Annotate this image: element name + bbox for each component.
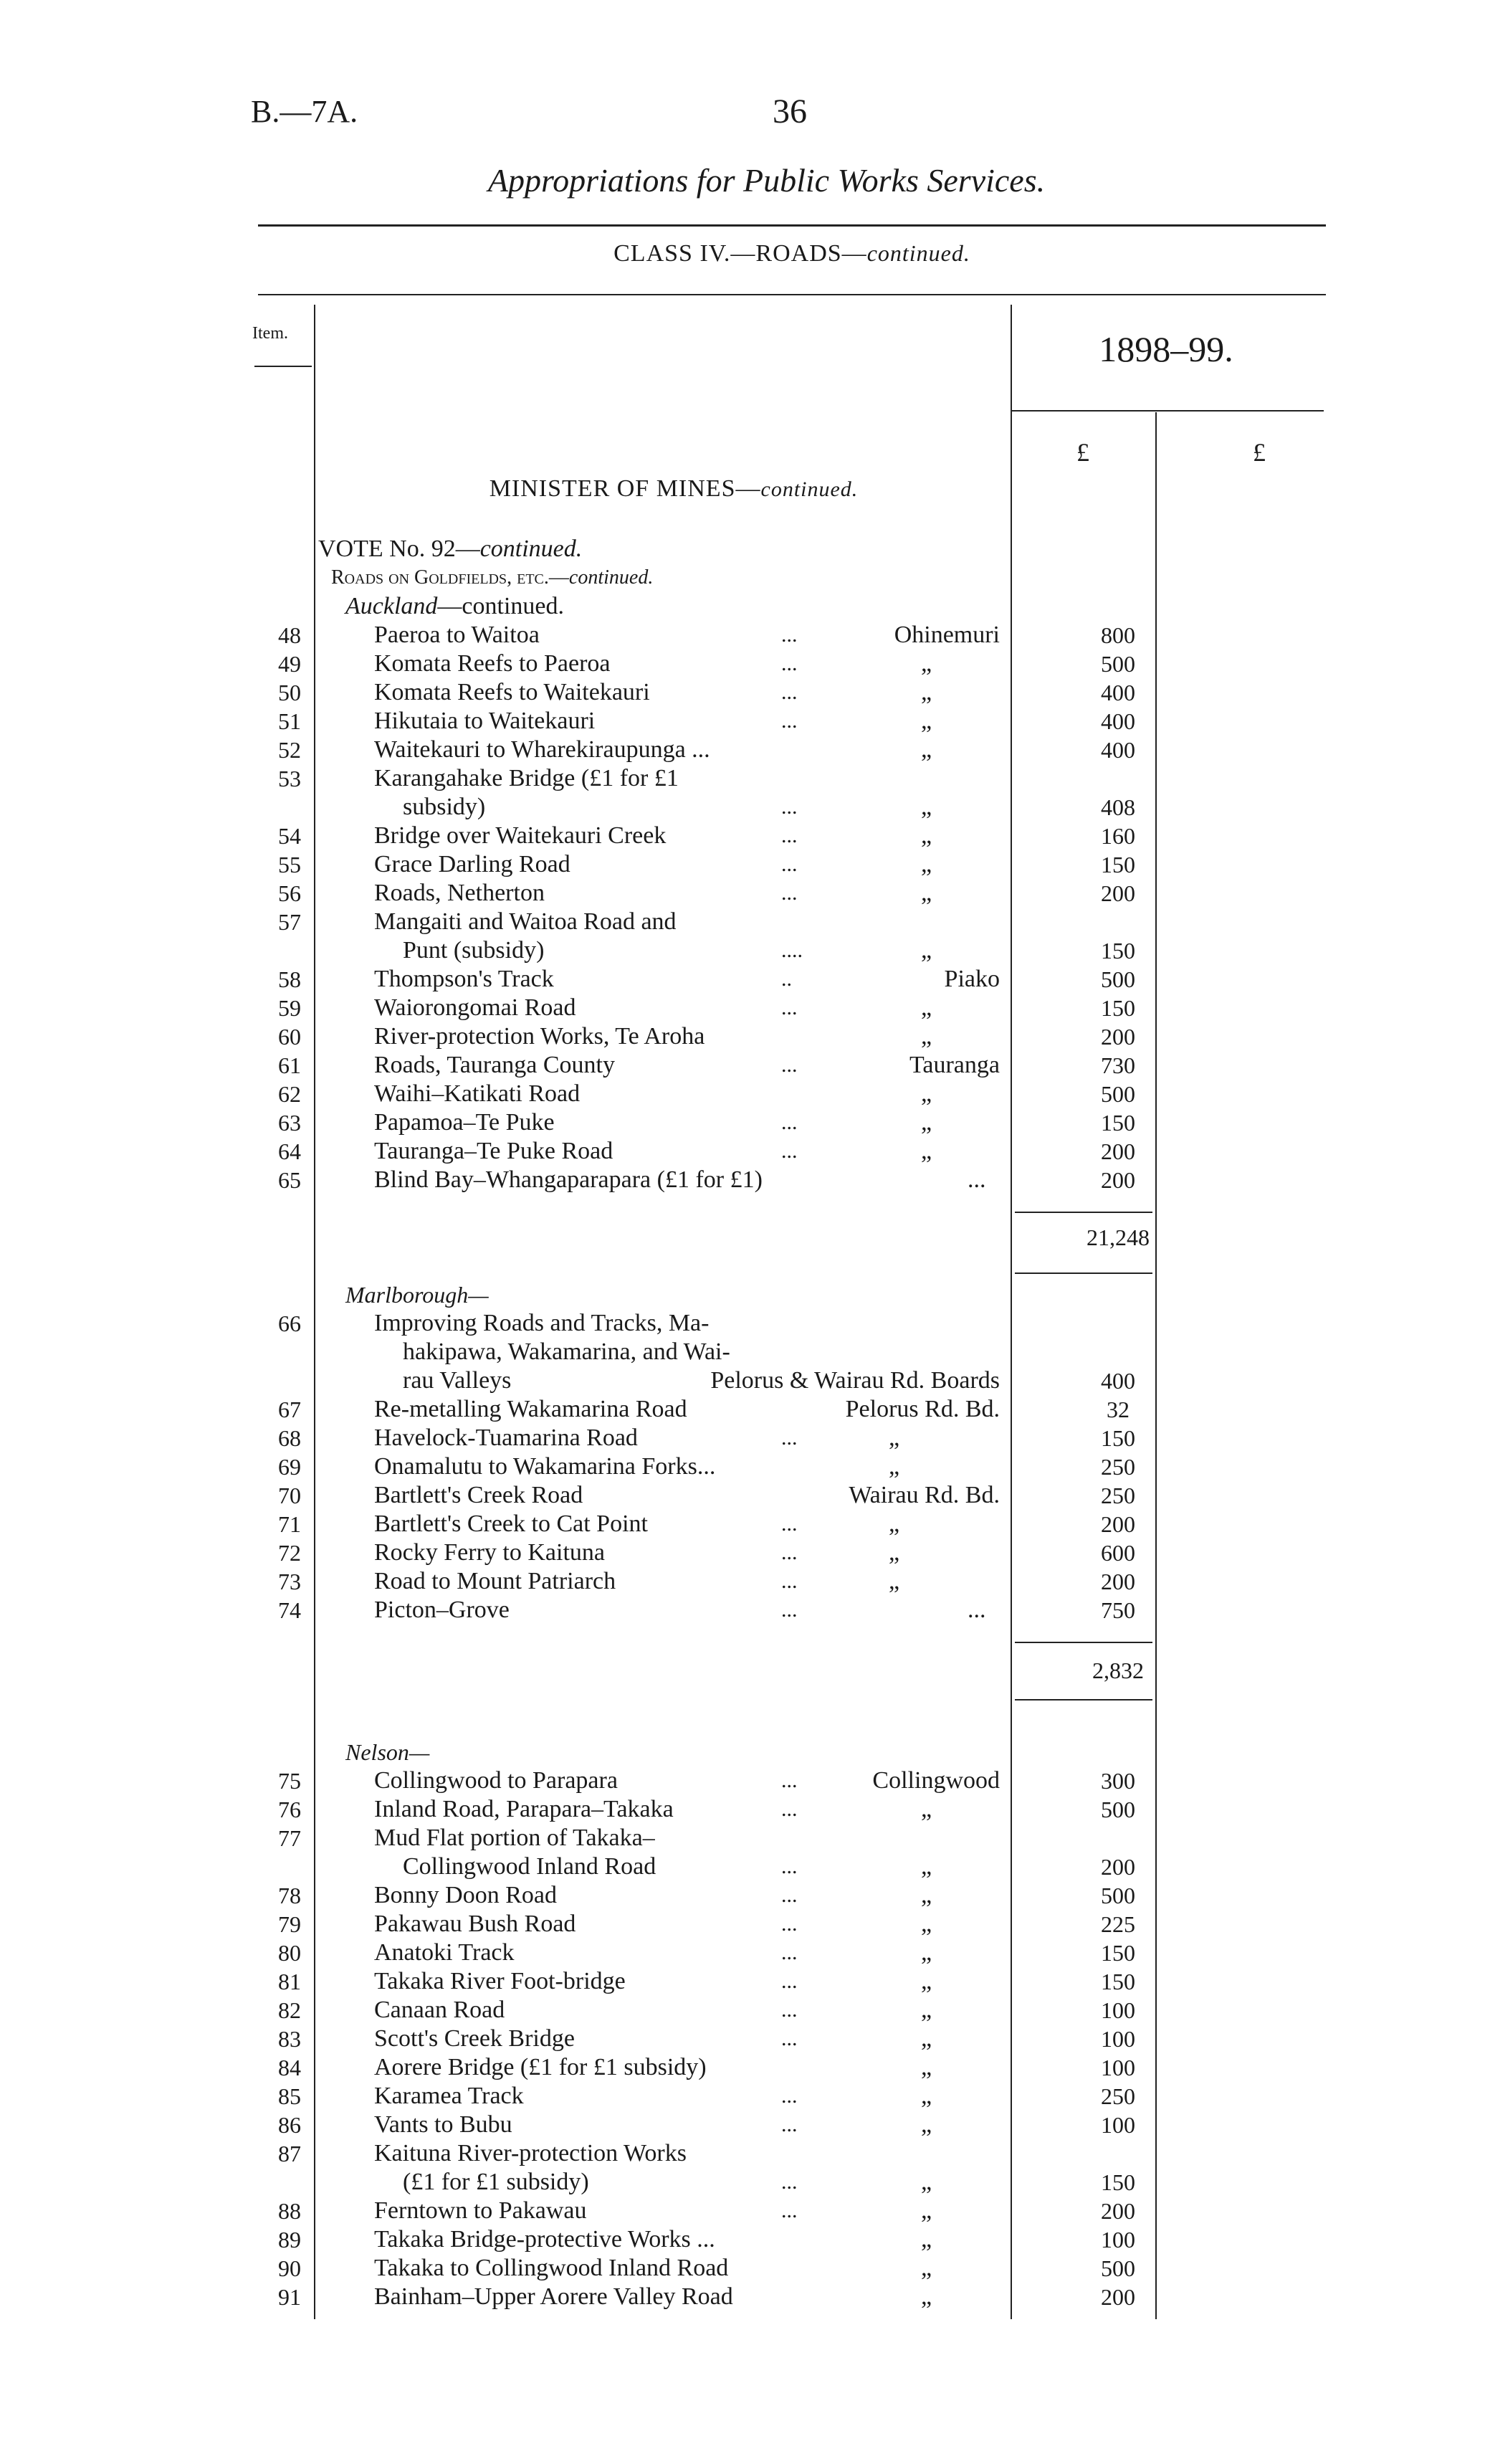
minister-heading: MINISTER OF MINES—continued. xyxy=(489,475,859,502)
year-rule xyxy=(1012,410,1324,412)
item-description: Grace Darling Road xyxy=(374,851,570,877)
item-number: 60 xyxy=(278,1024,301,1050)
item-amount: 250 xyxy=(1101,1454,1135,1480)
item-number: 83 xyxy=(278,2026,301,2052)
item-number: 66 xyxy=(278,1311,301,1336)
leader-dots: .. xyxy=(781,967,792,991)
item-amount: 400 xyxy=(1101,708,1135,734)
leader-dots: ... xyxy=(781,1883,798,1907)
district-ditto: „ xyxy=(921,708,932,734)
district-name: Piako xyxy=(944,966,1000,992)
item-number: 91 xyxy=(278,2284,301,2310)
leader-dots: ... xyxy=(781,709,798,733)
nelson-heading: Nelson— xyxy=(345,1739,430,1765)
item-amount: 500 xyxy=(1101,966,1135,992)
item-amount: 200 xyxy=(1101,1854,1135,1880)
item-amount: 400 xyxy=(1101,1368,1135,1394)
item-description: Waitekauri to Wharekiraupunga ... xyxy=(374,736,710,763)
item-amount: 200 xyxy=(1101,1024,1135,1050)
item-amount: 150 xyxy=(1101,1940,1135,1966)
item-number: 57 xyxy=(278,909,301,935)
item-number: 67 xyxy=(278,1397,301,1422)
item-amount: 150 xyxy=(1101,938,1135,964)
district-ditto: „ xyxy=(921,1080,932,1107)
district-ditto: „ xyxy=(921,2169,932,2195)
item-description: subsidy) xyxy=(403,794,486,820)
district-ditto: „ xyxy=(921,2283,932,2310)
leader-dots: ... xyxy=(781,996,798,1019)
auckland-total-rule-bottom xyxy=(1015,1273,1152,1274)
item-number: 51 xyxy=(278,708,301,734)
item-amount: 200 xyxy=(1101,2198,1135,2224)
leader-dots: ... xyxy=(781,652,798,675)
item-number: 82 xyxy=(278,1997,301,2023)
item-description: Vants to Bubu xyxy=(374,2111,512,2138)
item-description: Road to Mount Patriarch xyxy=(374,1568,616,1594)
marlborough-total: 2,832 xyxy=(1092,1657,1144,1683)
district-ditto: „ xyxy=(921,650,932,677)
district-ditto: „ xyxy=(921,2111,932,2138)
item-amount: 150 xyxy=(1101,1110,1135,1136)
leader-dots: ... xyxy=(781,2199,798,2222)
item-description: Ferntown to Pakawau xyxy=(374,2197,587,2224)
item-amount: 100 xyxy=(1101,2227,1135,2253)
district-ditto: „ xyxy=(921,794,932,820)
leader-dots: ... xyxy=(781,2027,798,2050)
district-name: Ohinemuri xyxy=(894,622,1000,648)
district-ditto: „ xyxy=(921,2226,932,2253)
item-number: 81 xyxy=(278,1969,301,1994)
item-description: Takaka to Collingwood Inland Road xyxy=(374,2255,729,2281)
item-amount: 200 xyxy=(1101,880,1135,906)
leader-dots: ... xyxy=(781,1998,798,2022)
district-ditto: „ xyxy=(921,994,932,1021)
district-ditto: „ xyxy=(921,1109,932,1136)
item-number: 90 xyxy=(278,2255,301,2281)
item-number: 53 xyxy=(278,766,301,791)
item-description: Mangaiti and Waitoa Road and xyxy=(374,908,677,935)
item-number: 73 xyxy=(278,1569,301,1594)
leader-dots: ... xyxy=(781,680,798,704)
item-amount: 250 xyxy=(1101,1483,1135,1508)
item-number: 77 xyxy=(278,1825,301,1851)
item-amount: 500 xyxy=(1101,1883,1135,1908)
title-rule xyxy=(258,224,1326,227)
item-amount: 150 xyxy=(1101,2169,1135,2195)
item-amount: 500 xyxy=(1101,651,1135,677)
item-description: Punt (subsidy) xyxy=(403,937,545,964)
item-amount: 150 xyxy=(1101,852,1135,877)
district-ditto: „ xyxy=(921,2025,932,2052)
district-ditto: „ xyxy=(921,1853,932,1880)
item-number: 74 xyxy=(278,1597,301,1623)
marlborough-total-rule-top xyxy=(1015,1642,1152,1643)
item-number: 63 xyxy=(278,1110,301,1136)
item-number: 68 xyxy=(278,1425,301,1451)
item-amount: 500 xyxy=(1101,1797,1135,1822)
district-ditto: „ xyxy=(921,1911,932,1937)
item-description: Collingwood Inland Road xyxy=(403,1853,656,1880)
item-number: 71 xyxy=(278,1511,301,1537)
item-description: Paeroa to Waitoa xyxy=(374,622,540,648)
district-ditto: „ xyxy=(921,1939,932,1966)
item-description: Picton–Grove xyxy=(374,1597,510,1623)
leader-dots: ... xyxy=(781,795,798,819)
auckland-total-rule-top xyxy=(1015,1212,1152,1213)
item-description: Bartlett's Creek Road xyxy=(374,1482,583,1508)
item-amount: 500 xyxy=(1101,2255,1135,2281)
district-ditto: „ xyxy=(921,736,932,763)
district-ditto: „ xyxy=(921,2083,932,2109)
amount-column-divider xyxy=(1011,305,1012,2319)
leader-dots: ... xyxy=(781,1512,798,1536)
auckland-heading: Auckland—continued. xyxy=(345,593,564,619)
item-column-header: Item. xyxy=(252,324,288,343)
item-amount: 730 xyxy=(1101,1052,1135,1078)
district-name: Wairau Rd. Bd. xyxy=(849,1482,1000,1508)
item-amount: 200 xyxy=(1101,1138,1135,1164)
item-amount: 300 xyxy=(1101,1768,1135,1794)
item-description: Waihi–Katikati Road xyxy=(374,1080,581,1107)
district-dots: ... xyxy=(968,1597,986,1623)
item-amount: 600 xyxy=(1101,1540,1135,1566)
leader-dots: ... xyxy=(781,1053,798,1077)
district-name: Pelorus & Wairau Rd. Boards xyxy=(710,1367,1000,1394)
item-description: Hikutaia to Waitekauri xyxy=(374,708,596,734)
item-number: 50 xyxy=(278,680,301,705)
district-dots: ... xyxy=(968,1166,986,1193)
district-ditto: „ xyxy=(889,1568,900,1594)
district-ditto: „ xyxy=(889,1453,900,1480)
district-ditto: „ xyxy=(921,1796,932,1822)
item-amount: 150 xyxy=(1101,1969,1135,1994)
item-number: 59 xyxy=(278,995,301,1021)
item-description: Re-metalling Wakamarina Road xyxy=(374,1396,687,1422)
leader-dots: ... xyxy=(781,2170,798,2194)
district-ditto: „ xyxy=(921,822,932,849)
item-description: Improving Roads and Tracks, Ma- xyxy=(374,1310,710,1336)
auckland-total: 21,248 xyxy=(1087,1224,1150,1250)
leader-dots: ... xyxy=(781,1598,798,1622)
item-number: 49 xyxy=(278,651,301,677)
item-number: 58 xyxy=(278,966,301,992)
item-description: Mud Flat portion of Takaka– xyxy=(374,1825,655,1851)
item-amount: 225 xyxy=(1101,1911,1135,1937)
leader-dots: ... xyxy=(781,1969,798,1993)
page-title: Appropriations for Public Works Services. xyxy=(487,162,1046,199)
item-number: 88 xyxy=(278,2198,301,2224)
item-description: Karamea Track xyxy=(374,2083,524,2109)
district-ditto: „ xyxy=(921,1882,932,1908)
item-amount: 150 xyxy=(1101,995,1135,1021)
leader-dots: ... xyxy=(781,1139,798,1163)
class-rule xyxy=(258,294,1326,295)
item-number: 48 xyxy=(278,622,301,648)
leader-dots: ... xyxy=(781,2113,798,2136)
item-amount: 100 xyxy=(1101,2026,1135,2052)
item-description: Rocky Ferry to Kaituna xyxy=(374,1539,605,1566)
item-number: 62 xyxy=(278,1081,301,1107)
vote-heading: VOTE No. 92—continued. xyxy=(318,536,583,562)
item-description: hakipawa, Wakamarina, and Wai- xyxy=(403,1338,730,1365)
item-description: Bonny Doon Road xyxy=(374,1882,557,1908)
item-description: Takaka River Foot-bridge xyxy=(374,1968,626,1994)
item-description: Bartlett's Creek to Cat Point xyxy=(374,1511,648,1537)
marlborough-total-rule-bottom xyxy=(1015,1699,1152,1700)
leader-dots: ... xyxy=(781,1855,798,1878)
item-amount: 750 xyxy=(1101,1597,1135,1623)
item-number: 86 xyxy=(278,2112,301,2138)
item-description: Scott's Creek Bridge xyxy=(374,2025,575,2052)
district-ditto: „ xyxy=(889,1511,900,1537)
leader-dots: ... xyxy=(781,852,798,876)
item-amount: 200 xyxy=(1101,1167,1135,1193)
item-description: Bainham–Upper Aorere Valley Road xyxy=(374,2283,733,2310)
pound-symbol-2: £ xyxy=(1253,438,1266,467)
district-name: Pelorus Rd. Bd. xyxy=(845,1396,1000,1422)
page-number: 36 xyxy=(773,92,807,130)
item-description: Inland Road, Parapara–Takaka xyxy=(374,1796,674,1822)
leader-dots: ... xyxy=(781,1110,798,1134)
item-number: 78 xyxy=(278,1883,301,1908)
item-amount: 250 xyxy=(1101,2083,1135,2109)
item-amount: 100 xyxy=(1101,2055,1135,2080)
class-title: CLASS IV.—ROADS—continued. xyxy=(613,240,970,267)
item-amount: 500 xyxy=(1101,1081,1135,1107)
item-number: 76 xyxy=(278,1797,301,1822)
item-description: Collingwood to Parapara xyxy=(374,1767,618,1794)
item-number: 69 xyxy=(278,1454,301,1480)
district-ditto: „ xyxy=(921,1997,932,2023)
item-description: Komata Reefs to Paeroa xyxy=(374,650,611,677)
item-number: 79 xyxy=(278,1911,301,1937)
roads-heading: Roads on Goldfields, etc.—continued. xyxy=(331,566,654,589)
item-description: Papamoa–Te Puke xyxy=(374,1109,555,1136)
item-amount: 100 xyxy=(1101,1997,1135,2023)
leader-dots: ... xyxy=(781,1426,798,1450)
item-amount: 200 xyxy=(1101,2284,1135,2310)
item-description: Roads, Netherton xyxy=(374,880,545,906)
item-amount: 200 xyxy=(1101,1511,1135,1537)
item-amount: 150 xyxy=(1101,1425,1135,1451)
district-ditto: „ xyxy=(921,2255,932,2281)
item-amount: 400 xyxy=(1101,737,1135,763)
leader-dots: ... xyxy=(781,1797,798,1821)
pound-symbol-1: £ xyxy=(1076,438,1089,467)
item-number: 61 xyxy=(278,1052,301,1078)
item-description: Havelock-Tuamarina Road xyxy=(374,1424,638,1451)
document-reference: B.—7A. xyxy=(251,94,358,129)
district-ditto: „ xyxy=(921,1968,932,1994)
item-number: 70 xyxy=(278,1483,301,1508)
item-number: 75 xyxy=(278,1768,301,1794)
district-ditto: „ xyxy=(921,2054,932,2080)
district-ditto: „ xyxy=(921,679,932,705)
leader-dots: .... xyxy=(781,938,803,962)
leader-dots: ... xyxy=(781,1941,798,1964)
district-ditto: „ xyxy=(921,2197,932,2224)
district-name: Collingwood xyxy=(872,1767,1000,1794)
item-description: Aorere Bridge (£1 for £1 subsidy) xyxy=(374,2054,707,2080)
item-description: Blind Bay–Whangaparapara (£1 for £1) xyxy=(374,1166,763,1193)
item-amount: 160 xyxy=(1101,823,1135,849)
year-header: 1898–99. xyxy=(1099,329,1233,369)
item-number: 80 xyxy=(278,1940,301,1966)
item-description: Kaituna River-protection Works xyxy=(374,2140,687,2166)
item-number: 65 xyxy=(278,1167,301,1193)
item-number: 55 xyxy=(278,852,301,877)
district-name: Tauranga xyxy=(909,1052,1000,1078)
leader-dots: ... xyxy=(781,1769,798,1792)
item-description: Waiorongomai Road xyxy=(374,994,576,1021)
district-ditto: „ xyxy=(921,1023,932,1050)
item-number: 56 xyxy=(278,880,301,906)
item-number: 84 xyxy=(278,2055,301,2080)
leader-dots: ... xyxy=(781,1569,798,1593)
item-amount: 400 xyxy=(1101,680,1135,705)
district-ditto: „ xyxy=(921,937,932,964)
item-number: 89 xyxy=(278,2227,301,2253)
item-amount: 200 xyxy=(1101,1569,1135,1594)
item-description: Canaan Road xyxy=(374,1997,505,2023)
item-description: Tauranga–Te Puke Road xyxy=(374,1138,613,1164)
item-amount: 800 xyxy=(1101,622,1135,648)
item-number: 54 xyxy=(278,823,301,849)
item-amount: 408 xyxy=(1101,794,1135,820)
leader-dots: ... xyxy=(781,2084,798,2108)
item-number: 87 xyxy=(278,2141,301,2166)
item-number: 72 xyxy=(278,1540,301,1566)
item-description: Onamalutu to Wakamarina Forks... xyxy=(374,1453,716,1480)
marlborough-heading: Marlborough— xyxy=(345,1282,489,1308)
item-description: rau Valleys xyxy=(403,1367,512,1394)
item-number: 64 xyxy=(278,1138,301,1164)
item-description: (£1 for £1 subsidy) xyxy=(403,2169,589,2195)
district-ditto: „ xyxy=(921,880,932,906)
item-description: Pakawau Bush Road xyxy=(374,1911,576,1937)
item-description: Thompson's Track xyxy=(374,966,554,992)
item-description: River-protection Works, Te Aroha xyxy=(374,1023,705,1050)
district-ditto: „ xyxy=(921,851,932,877)
item-amount: 32 xyxy=(1107,1397,1130,1422)
left-column-divider xyxy=(314,305,315,2319)
item-description: Bridge over Waitekauri Creek xyxy=(374,822,667,849)
item-number: 85 xyxy=(278,2083,301,2109)
item-description: Anatoki Track xyxy=(374,1939,515,1966)
leader-dots: ... xyxy=(781,623,798,647)
item-description: Karangahake Bridge (£1 for £1 xyxy=(374,765,679,791)
district-ditto: „ xyxy=(889,1424,900,1451)
leader-dots: ... xyxy=(781,881,798,905)
item-amount: 100 xyxy=(1101,2112,1135,2138)
item-description: Takaka Bridge-protective Works ... xyxy=(374,2226,715,2253)
district-ditto: „ xyxy=(889,1539,900,1566)
item-description: Komata Reefs to Waitekauri xyxy=(374,679,650,705)
leader-dots: ... xyxy=(781,824,798,847)
item-number: 52 xyxy=(278,737,301,763)
item-underline xyxy=(254,366,312,367)
leader-dots: ... xyxy=(781,1541,798,1564)
district-ditto: „ xyxy=(921,1138,932,1164)
leader-dots: ... xyxy=(781,1912,798,1936)
item-description: Roads, Tauranga County xyxy=(374,1052,615,1078)
